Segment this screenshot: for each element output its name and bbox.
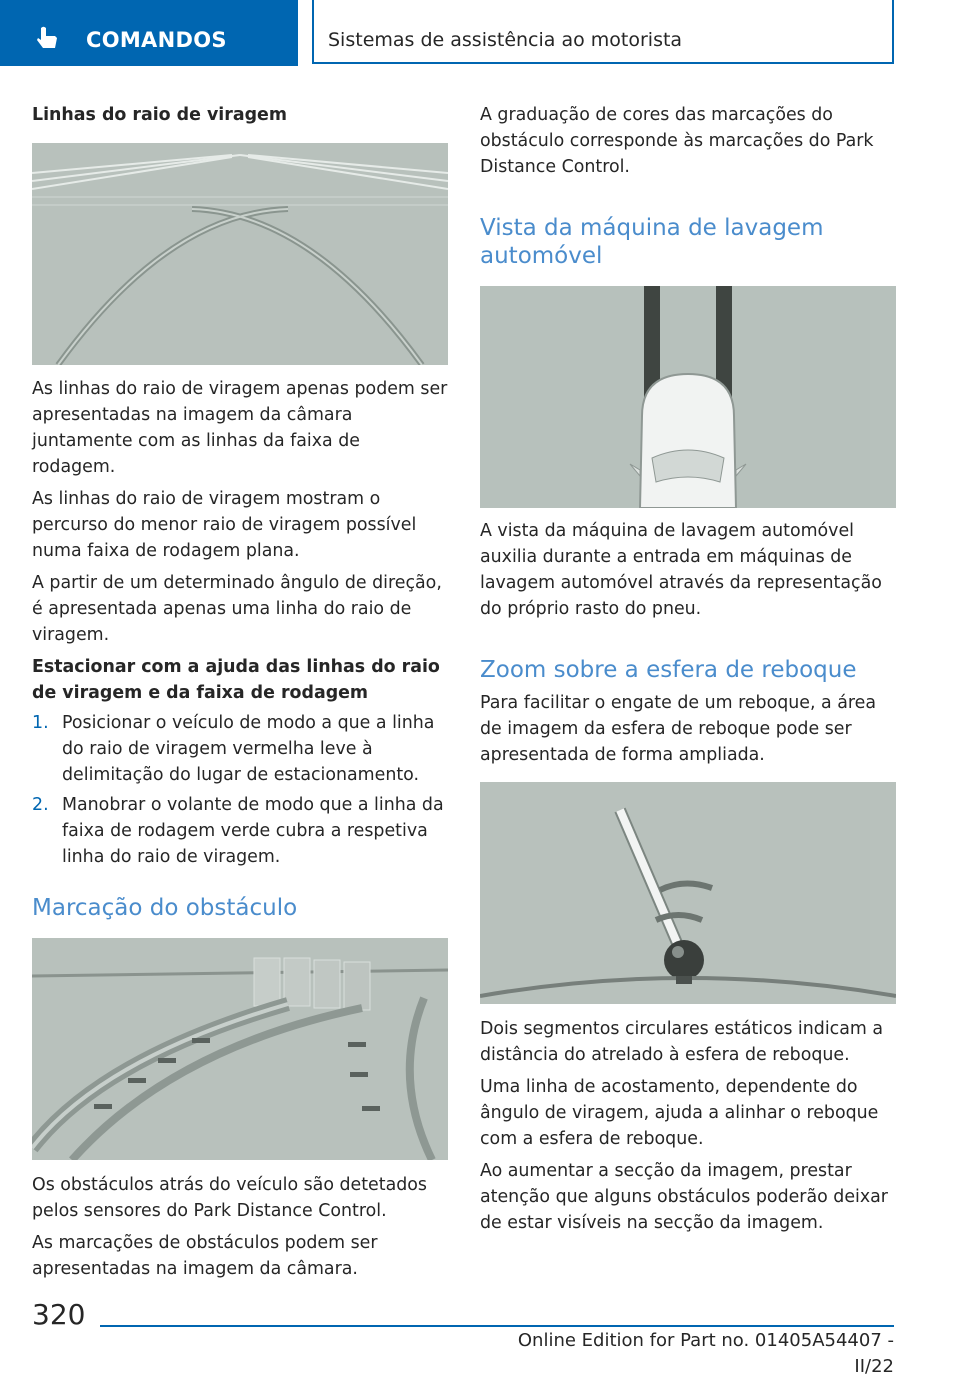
- turning-radius-figure: [32, 143, 448, 365]
- paragraph: A vista da máquina de lavagem automóvel auxilia durante a entrada em máquinas de lavagem automóvel através da representação do próprio rasto do pneu.: [480, 521, 882, 619]
- heading-obstacle-marking: Marcação do obstáculo: [32, 895, 298, 921]
- paragraph: Os obstáculos atrás do veículo são detetados pelos sensores do Park Distance Control.: [32, 1175, 427, 1221]
- heading-turning-radius: Linhas do raio de viragem: [32, 105, 287, 125]
- paragraph: As linhas do raio de viragem apenas podem ser apresentadas na imagem da câmara juntamente com as linhas da faixa de rodagem.: [32, 379, 448, 477]
- footer-divider: [100, 1325, 894, 1327]
- obstacle-marking-figure: [32, 938, 448, 1160]
- paragraph: A graduação de cores das marcações do obstáculo corresponde às marcações do Park Distance Control.: [480, 105, 874, 177]
- heading-car-wash-view: Vista da máquina de lavagem automóvel: [480, 215, 824, 269]
- heading-tow-ball-zoom: Zoom sobre a esfera de reboque: [480, 657, 857, 683]
- paragraph: Para facilitar o engate de um reboque, a área de imagem da esfera de reboque pode ser apresentada de forma ampliada.: [480, 693, 877, 765]
- paragraph: Uma linha de acostamento, dependente do ângulo de viragem, ajuda a alinhar o reboque com a esfera de reboque.: [480, 1077, 879, 1149]
- chapter-label: COMANDOS: [86, 28, 227, 52]
- text-block-6: [480, 1016, 896, 1236]
- paragraph: Dois segmentos circulares estáticos indicam a distância do atrelado à esfera de reboque.: [480, 1019, 883, 1065]
- edition-note: Online Edition for Part no. 01405A54407 - II/22: [517, 1330, 894, 1377]
- text-block-2: [32, 1172, 448, 1282]
- text-block-3: [480, 102, 896, 180]
- step-text: Manobrar o volante de modo que a linha da faixa de rodagem verde cubra a respetiva linha do raio de viragem.: [62, 795, 444, 867]
- paragraph: As marcações de obstáculos podem ser apresentadas na imagem da câmara.: [32, 1233, 378, 1279]
- text-block-1: [32, 376, 448, 648]
- step-number: 1.: [32, 713, 49, 733]
- paragraph: A partir de um determinado ângulo de direção, é apresentada apenas uma linha do raio de viragem.: [32, 573, 442, 645]
- hand-pointer-icon: [34, 24, 62, 52]
- text-block-5: [480, 690, 896, 768]
- step-text: Posicionar o veículo de modo a que a linha do raio de viragem vermelha leve à delimitação do lugar de estacionamento.: [62, 713, 435, 785]
- text-block-4: [480, 518, 896, 622]
- subheading-parking: Estacionar com a ajuda das linhas do raio de viragem e da faixa de rodagem: [32, 657, 440, 703]
- section-title: Sistemas de assistência ao motorista: [328, 29, 683, 51]
- paragraph: Ao aumentar a secção da imagem, prestar atenção que alguns obstáculos poderão deixar de estar visíveis na secção da imagem.: [480, 1161, 888, 1233]
- step-number: 2.: [32, 795, 49, 815]
- paragraph: As linhas do raio de viragem mostram o percurso do menor raio de viragem possível numa faixa de rodagem plana.: [32, 489, 417, 561]
- page-number: 320: [32, 1298, 86, 1331]
- car-wash-figure: [480, 286, 896, 508]
- tow-ball-figure: [480, 782, 896, 1004]
- section-title-box: [312, 0, 894, 64]
- chapter-tab[interactable]: [0, 0, 298, 66]
